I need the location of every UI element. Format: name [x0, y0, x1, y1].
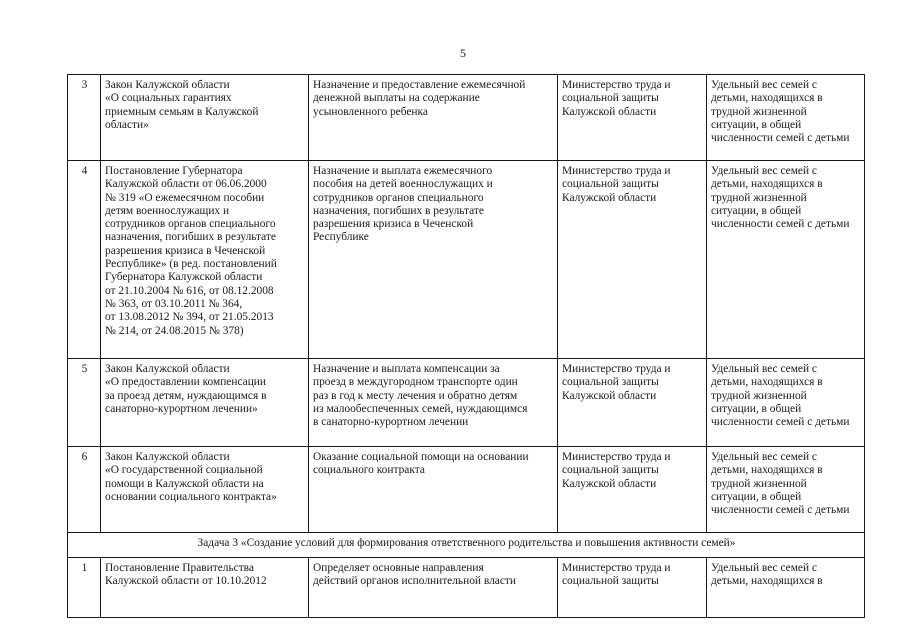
measure-cell: Назначение и предоставление ежемесячной денежной выплаты на содержание усыновленного ребенка [309, 75, 558, 161]
table-row [68, 161, 865, 359]
legal-document-cell: Постановление Губернатора Калужской области от 06.06.2000 № 319 «О ежемесячном пособии детям военнослужащих и сотрудников органов специального назначения, погибших в результате разрешения кризиса в Чеченской Республике» (в ред. постановлений Губернатора Калужской области от 21.10.2004 № 616, от 08.12.2008 № 363, от 03.10.2011 № 364, от 13.08.2012 № 394, от 21.05.2013 № 214, от 24.08.2015 № 378) [101, 161, 309, 359]
executor-cell: Министерство труда и социальной защиты Калужской области [558, 161, 707, 359]
indicator-cell: Удельный вес семей с детьми, находящихся в трудной жизненной ситуации, в общей численности семей с детьми [707, 161, 865, 359]
executor-cell: Министерство труда и социальной защиты Калужской области [558, 75, 707, 161]
indicator-cell: Удельный вес семей с детьми, находящихся в трудной жизненной ситуации, в общей численности семей с детьми [707, 359, 865, 447]
measure-cell: Назначение и выплата компенсации за проезд в междугородном транспорте один раз в год к месту лечения и обратно детям из малообеспеченных семей, нуждающимся в санаторно-курортном лечении [309, 359, 558, 447]
table-row [68, 359, 865, 447]
legal-document-cell: Закон Калужской области «О предоставлении компенсации за проезд детям, нуждающимся в санаторно-курортном лечении» [101, 359, 309, 447]
table-row [68, 558, 865, 618]
table-row [68, 447, 865, 533]
page-number: 5 [460, 46, 466, 60]
legal-document-cell: Постановление Правительства Калужской области от 10.10.2012 [101, 558, 309, 618]
row-number: 6 [68, 447, 101, 533]
task-header-row [68, 533, 865, 558]
measures-table [67, 74, 865, 618]
measure-cell: Оказание социальной помощи на основании социального контракта [309, 447, 558, 533]
row-number: 1 [68, 558, 101, 618]
row-number: 3 [68, 75, 101, 161]
legal-document-cell: Закон Калужской области «О государственной социальной помощи в Калужской области на основании социального контракта» [101, 447, 309, 533]
executor-cell: Министерство труда и социальной защиты Калужской области [558, 447, 707, 533]
measure-cell: Определяет основные направления действий органов исполнительной власти [309, 558, 558, 618]
indicator-cell: Удельный вес семей с детьми, находящихся в трудной жизненной ситуации, в общей численности семей с детьми [707, 447, 865, 533]
executor-cell: Министерство труда и социальной защиты [558, 558, 707, 618]
indicator-cell: Удельный вес семей с детьми, находящихся в трудной жизненной ситуации, в общей численности семей с детьми [707, 75, 865, 161]
indicator-cell: Удельный вес семей с детьми, находящихся в [707, 558, 865, 618]
legal-document-cell: Закон Калужской области «О социальных гарантиях приемным семьям в Калужской области» [101, 75, 309, 161]
executor-cell: Министерство труда и социальной защиты Калужской области [558, 359, 707, 447]
measure-cell: Назначение и выплата ежемесячного пособия на детей военнослужащих и сотрудников органов специального назначения, погибших в результате разрешения кризиса в Чеченской Республике [309, 161, 558, 359]
table-row [68, 75, 865, 161]
row-number: 4 [68, 161, 101, 359]
row-number: 5 [68, 359, 101, 447]
task-heading: Задача 3 «Создание условий для формирования ответственного родительства и повышения активности семей» [68, 533, 865, 558]
